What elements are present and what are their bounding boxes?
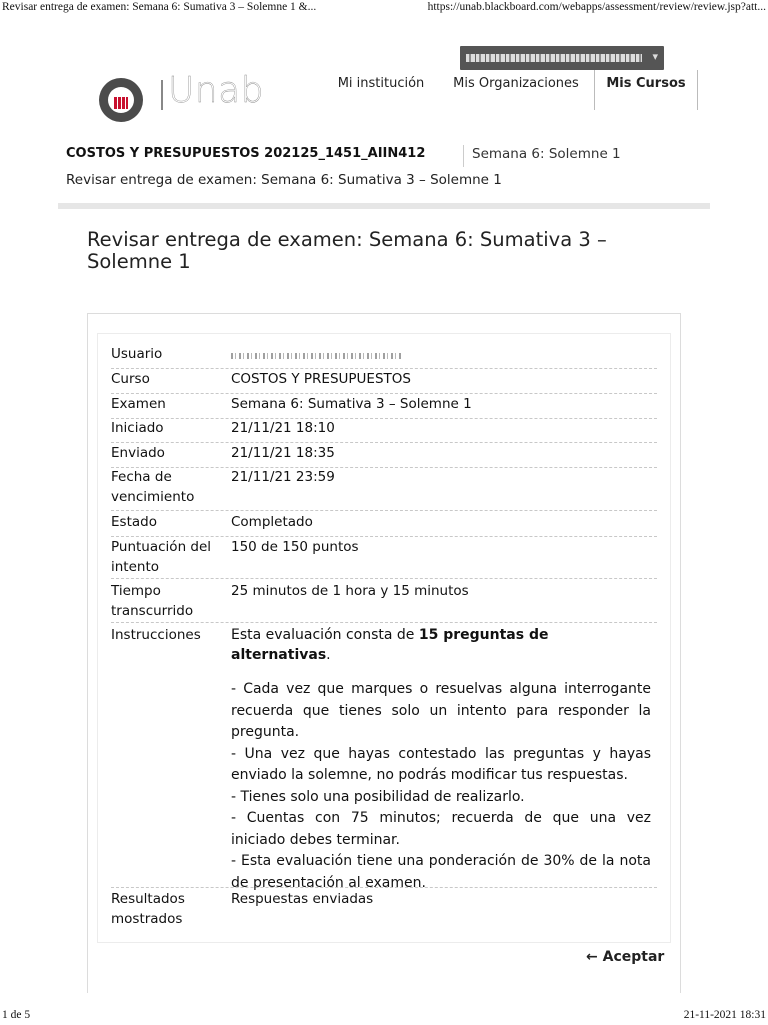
breadcrumb-course[interactable]: COSTOS Y PRESUPUESTOS 202125_1451_AIIN412: [66, 146, 426, 161]
chevron-down-icon: ▾: [652, 50, 658, 63]
page-title: Revisar entrega de examen: Semana 6: Sumativa 3 – Solemne 1: [87, 228, 607, 273]
print-footer: [0, 1009, 768, 1025]
label-tiempo: Tiempo transcurrido: [111, 583, 194, 619]
label-vencimiento: Fecha de vencimiento: [111, 469, 195, 505]
instructions-highlight: 15 preguntas de alternativas: [231, 627, 549, 663]
label-instrucciones: Instrucciones: [111, 627, 201, 643]
instruction-line: - Una vez que hayas contestado las preguntas y hayas enviado la solemne, no podrás modificar tus respuestas.: [231, 745, 651, 783]
user-menu-button[interactable]: [460, 46, 664, 70]
label-examen: Examen: [111, 396, 166, 412]
value-tiempo: 25 minutos de 1 hora y 15 minutos: [231, 583, 469, 599]
value-usuario: [231, 344, 651, 365]
value-curso: COSTOS Y PRESUPUESTOS: [231, 371, 411, 387]
value-instrucciones: [231, 625, 651, 894]
print-page-title: Revisar entrega de examen: Semana 6: Sumativa 3 – Solemne 1 &...: [2, 1, 317, 13]
nav-mis-cursos[interactable]: Mis Cursos: [594, 70, 698, 110]
breadcrumb-module[interactable]: Semana 6: Solemne 1: [472, 146, 621, 162]
value-examen: Semana 6: Sumativa 3 – Solemne 1: [231, 396, 472, 412]
label-iniciado: Iniciado: [111, 420, 164, 436]
label-curso: Curso: [111, 371, 150, 387]
detail-row-enviado: [111, 443, 657, 468]
detail-row-estado: [111, 512, 657, 537]
label-puntuacion: Puntuación del intento: [111, 539, 212, 575]
print-datetime: 21-11-2021 18:31: [683, 1009, 766, 1021]
detail-row-puntuacion: [111, 537, 657, 579]
nav-mi-institucion[interactable]: Mi institución: [337, 76, 425, 91]
label-enviado: Enviado: [111, 445, 165, 461]
value-enviado: 21/11/21 18:35: [231, 445, 335, 461]
accept-button[interactable]: ← Aceptar: [586, 949, 665, 965]
detail-row-tiempo: [111, 581, 657, 623]
detail-row-examen: [111, 394, 657, 419]
value-vencimiento: 21/11/21 23:59: [231, 469, 335, 485]
logo-divider: [161, 80, 163, 110]
value-puntuacion: 150 de 150 puntos: [231, 539, 359, 555]
detail-row-curso: [111, 369, 657, 394]
nav-mis-organizaciones[interactable]: Mis Organizaciones: [453, 76, 579, 91]
instructions-list: [231, 679, 651, 894]
value-estado: Completado: [231, 514, 313, 530]
label-estado: Estado: [111, 514, 157, 530]
detail-row-resultados: [111, 889, 657, 933]
value-resultados: Respuestas enviadas: [231, 891, 374, 907]
value-iniciado: 21/11/21 18:10: [231, 420, 335, 436]
breadcrumb-divider: [463, 145, 464, 167]
print-page-number: 1 de 5: [2, 1009, 31, 1021]
logo-text: Unab: [168, 70, 265, 111]
label-usuario: Usuario: [111, 346, 163, 362]
print-url: https://unab.blackboard.com/webapps/assessment/review/review.jsp?att...: [427, 1, 766, 13]
redacted-user-name: [466, 54, 642, 62]
breadcrumb-current-page: Revisar entrega de examen: Semana 6: Sumativa 3 – Solemne 1: [66, 172, 502, 188]
instruction-line: - Cada vez que marques o resuelvas alguna interrogante recuerda que tienes solo un intento para responder la pregunta.: [231, 681, 651, 740]
breadcrumb-bar: [58, 203, 710, 209]
instruction-line: - Esta evaluación tiene una ponderación de 30% de la nota de presentación al examen.: [231, 853, 651, 891]
instruction-line: - Tienes solo una posibilidad de realizarlo.: [231, 788, 525, 805]
label-resultados: Resultados mostrados: [111, 891, 185, 927]
instructions-intro: Esta evaluación consta de 15 preguntas de alternativas.: [231, 627, 549, 663]
detail-row-vencimiento: [111, 467, 657, 511]
detail-row-instrucciones: [111, 625, 657, 891]
detail-row-iniciado: [111, 418, 657, 443]
instruction-line: - Cuentas con 75 minutos; recuerda de que una vez iniciado debes terminar.: [231, 810, 651, 848]
redacted-user-value: [231, 353, 401, 359]
detail-row-usuario: [111, 344, 657, 369]
unab-logo-icon[interactable]: [99, 78, 143, 122]
print-header: [0, 1, 768, 17]
